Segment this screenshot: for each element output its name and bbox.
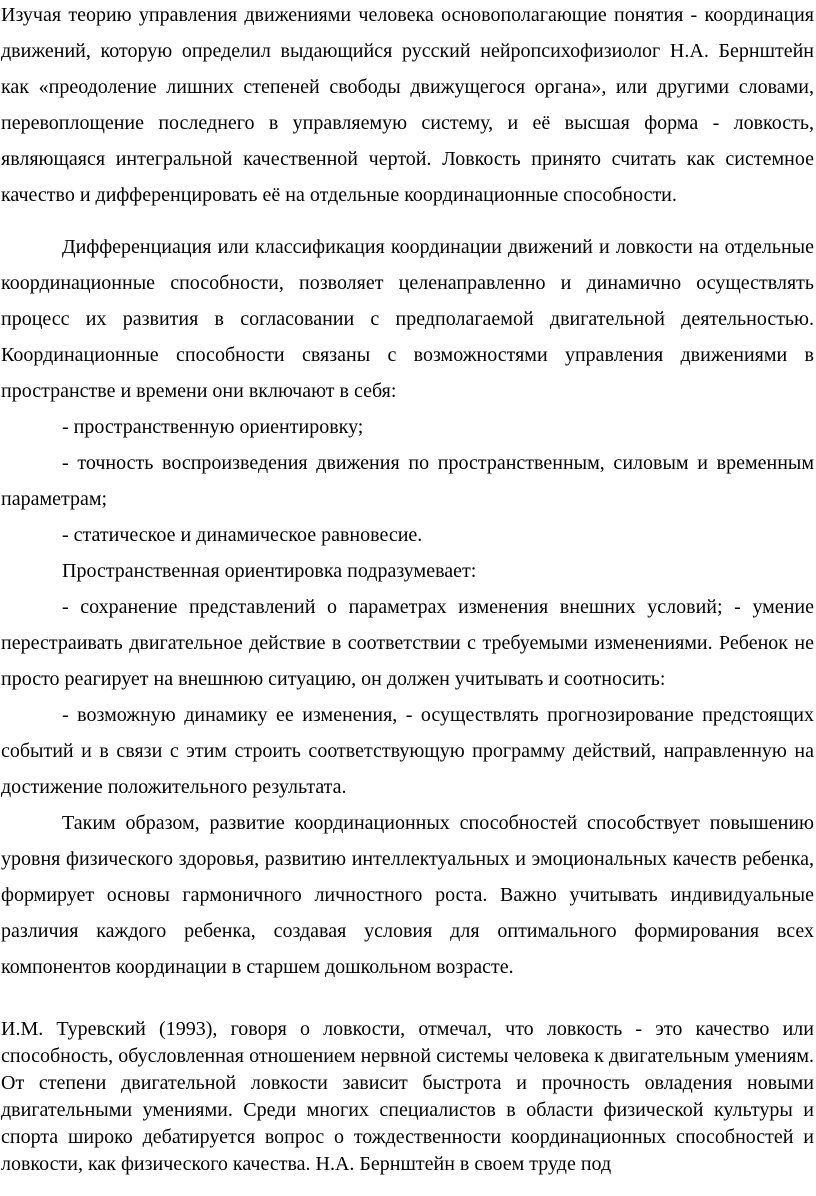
paragraph-differentiation: Дифференциация или классификация координации движений и ловкости на отдельные координационные способности, позволяет целенаправленно и динамично осуществлять процесс их развития в согласовании с предполагаемой двигательной деятельностью. Координационные способности связаны с возможностями управления движениями в пространстве и времени они включают в себя: bbox=[1, 236, 814, 402]
paragraph-turevsky: И.М. Туревский (1993), говоря о ловкости, отмечал, что ловкость - это качество или способность, обусловленная отношением нервной системы человека к двигательным умениям. От степени двигательной ловкости зависит быстрота и прочность овладения новыми двигательными умениями. Среди многих специалистов в области физической культуры и спорта широко дебатируется вопрос о тождественности координационных способностей и ловкости, как физического качества. Н.А. Бернштейн в своем труде под bbox=[1, 1018, 814, 1175]
paragraph-intro: Изучая теорию управления движениями человека основополагающие понятия - координация движений, которую определил выдающийся русский нейропсихофизиолог Н.А. Бернштейн как «преодоление лишних степеней свободы движущегося органа», или другими словами, перевоплощение последнего в управляемую систему, и её высшая форма - ловкость, являющаяся интегральной качественной чертой. Ловкость принято считать как системное качество и дифференцировать её на отдельные координационные способности. bbox=[1, 4, 814, 206]
list-item-spatial-orientation: - пространственную ориентировку; bbox=[62, 416, 364, 438]
list-item-balance: - статическое и динамическое равновесие. bbox=[62, 524, 423, 546]
paragraph-prediction: - возможную динамику ее изменения, - осуществлять прогнозирование предстоящих событий и в связи с этим строить соответствующую программу действий, направленную на достижение положительного результата. bbox=[1, 704, 814, 798]
paragraph-conditions: - сохранение представлений о параметрах изменения внешних условий; - умение перестраивать двигательное действие в соответствии с требуемыми изменениями. Ребенок не просто реагирует на внешнюю ситуацию, он должен учитывать и соотносить: bbox=[1, 596, 814, 690]
list-item-movement-accuracy: - точность воспроизведения движения по пространственным, силовым и временным параметрам; bbox=[1, 452, 814, 510]
paragraph-conclusion: Таким образом, развитие координационных способностей способствует повышению уровня физического здоровья, развитию интеллектуальных и эмоциональных качеств ребенка, формирует основы гармоничного личностного роста. Важно учитывать индивидуальные различия каждого ребенка, создавая условия для оптимального формирования всех компонентов координации в старшем дошкольном возрасте. bbox=[1, 812, 814, 978]
paragraph-orientation-heading: Пространственная ориентировка подразумевает: bbox=[62, 560, 477, 582]
